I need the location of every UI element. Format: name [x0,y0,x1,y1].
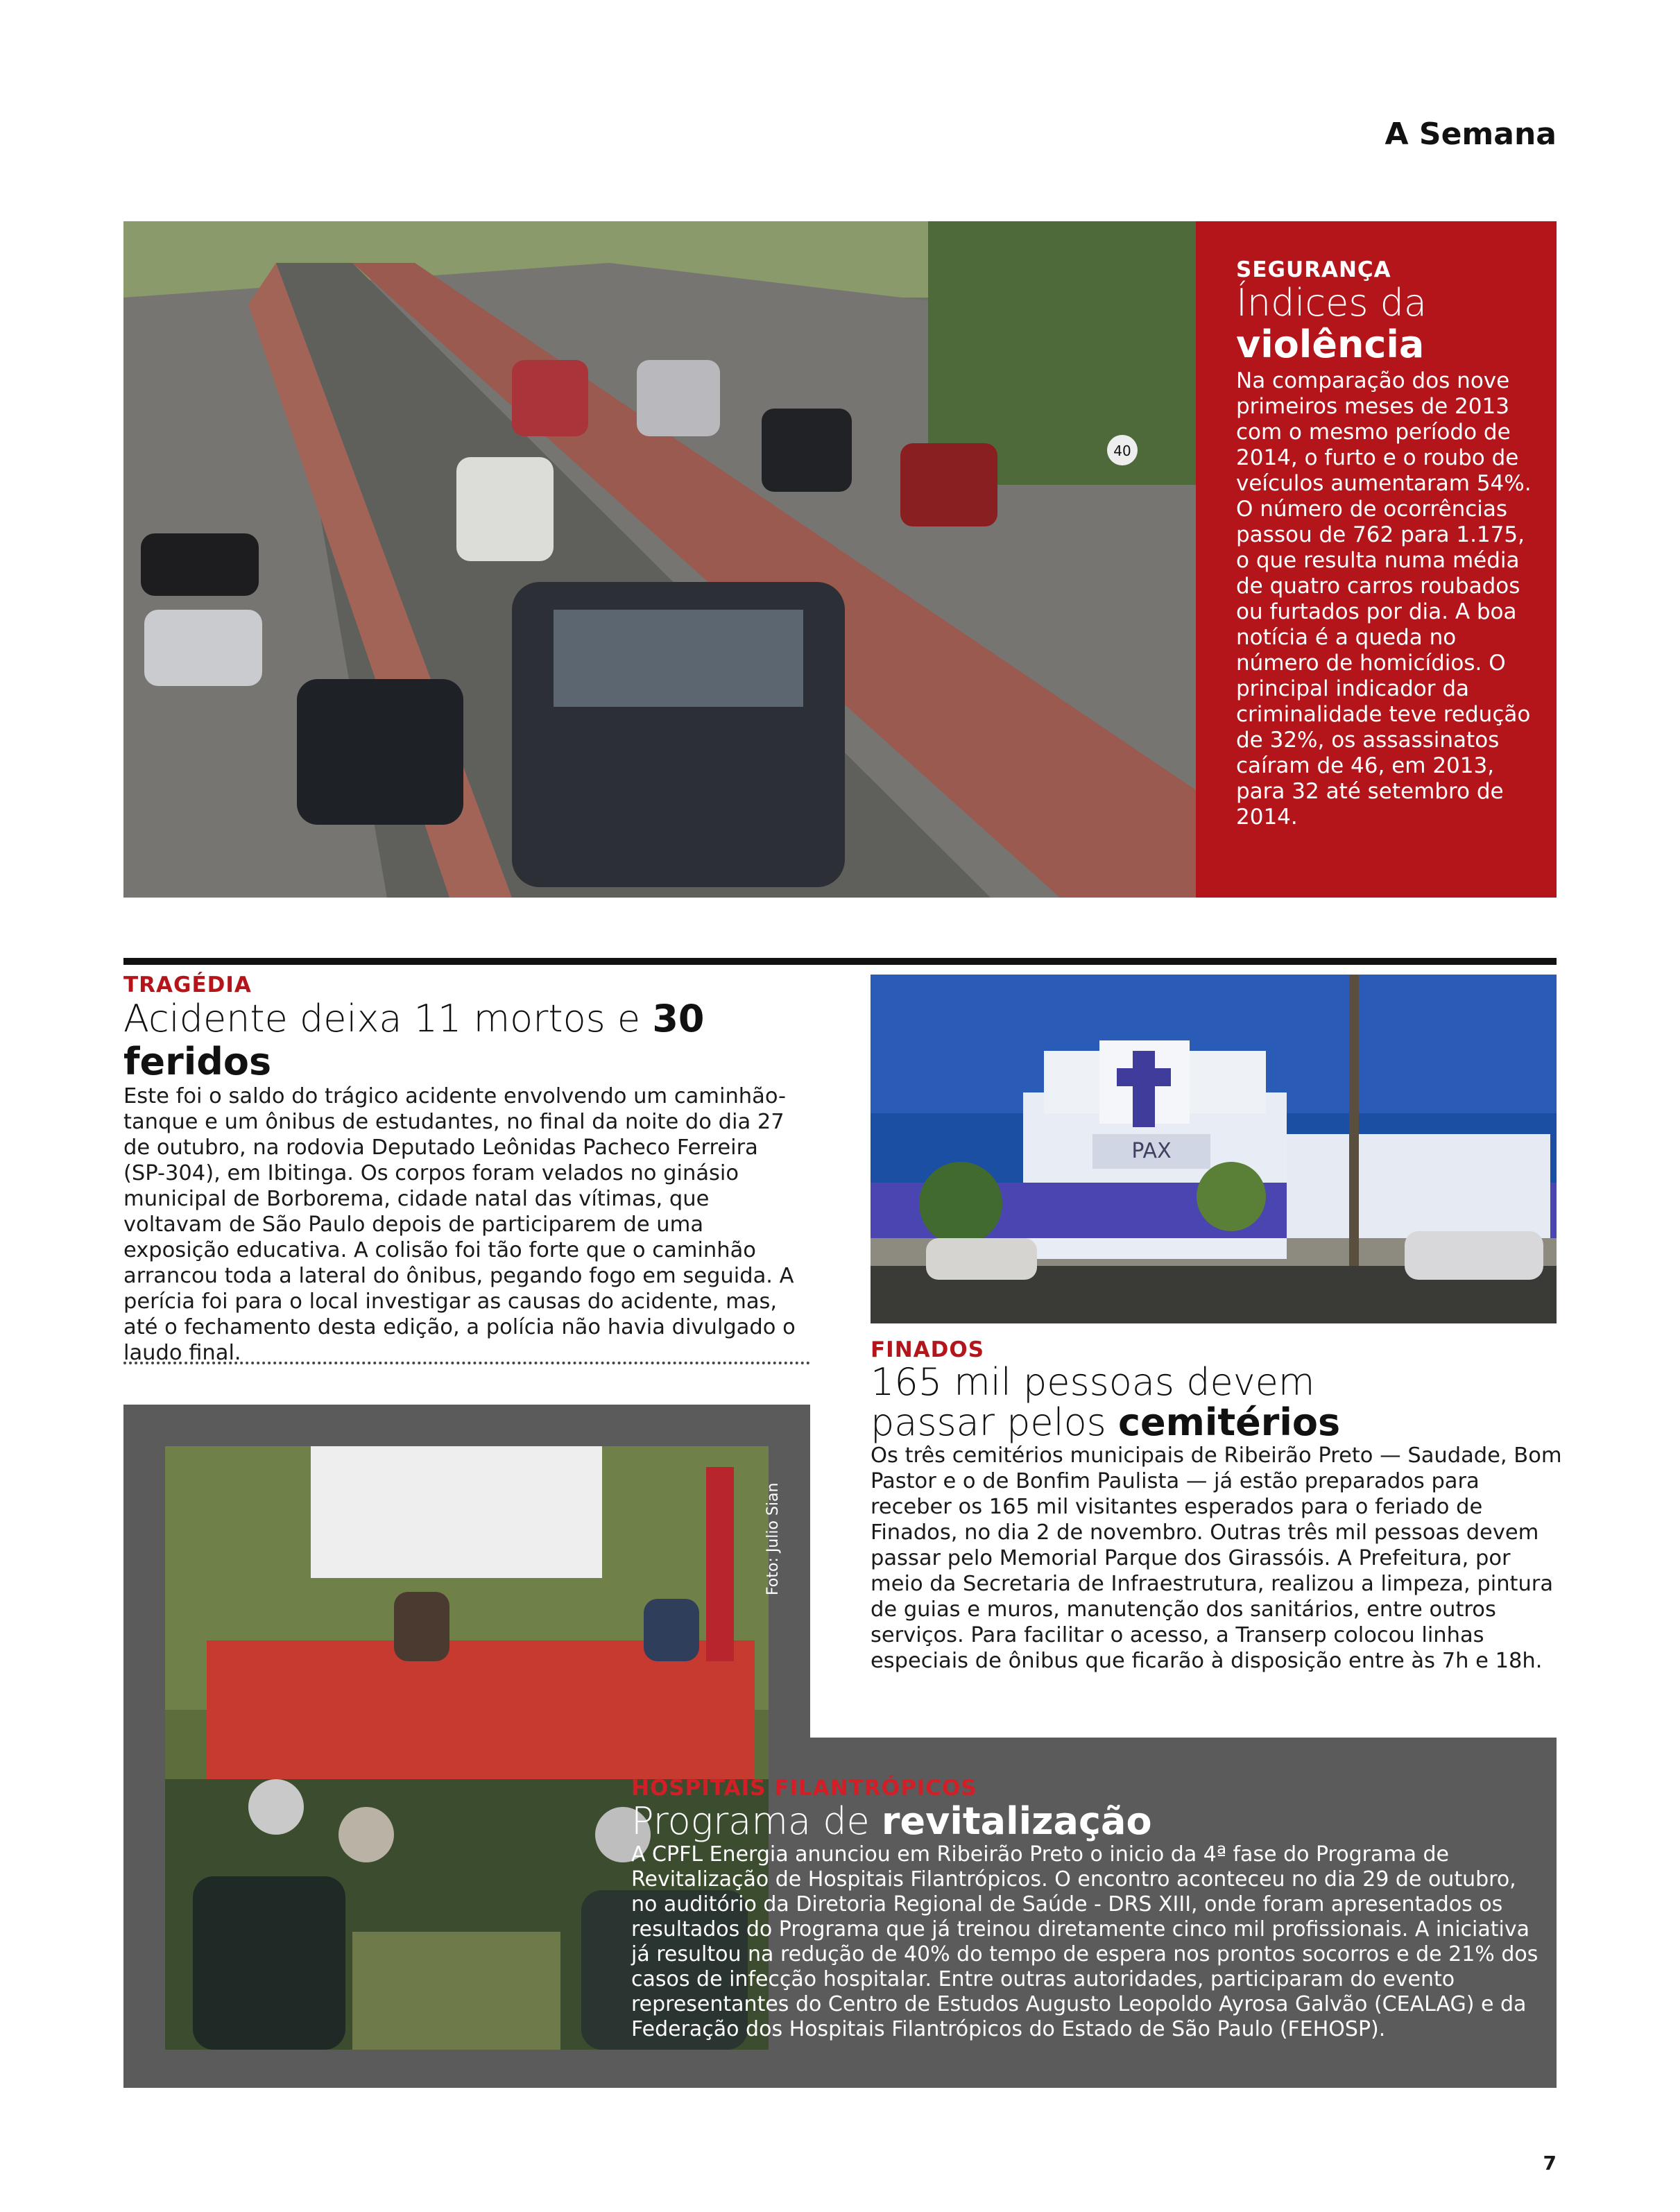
finados-body: Os três cemitérios municipais de Ribeirão Preto — Saudade, Bom Pastor e o de Bonfim Paulista — já estão preparados para receber os 165 mil visitantes esperados para o feriado de Finados, no dia 2 de novembro. Outras três mil pessoas devem passar pelo Memorial Parque dos Girassóis. A Prefeitura, por meio da Secretaria de Infraestrutura, realizou a limpeza, pintura de guias e muros, manutenção dos sanitários, entre outros serviços. Para facilitar o acesso, a Transerp colocou linhas especiais de ônibus que ficarão à disposição entre às 7h e 18h. [871,1443,1562,1673]
tragedia-kicker: TRAGÉDIA [123,972,252,997]
seguranca-panel [1196,221,1557,898]
section-divider [123,958,1557,965]
tragedia-headline-light: Acidente deixa 11 mortos e [123,997,653,1040]
tragedia-headline [123,997,803,1083]
tragedia-headline-bold: 30 feridos [123,997,705,1083]
seguranca-kicker: SEGURANÇA [1236,257,1391,282]
hospitais-headline-bold: revitalização [881,1799,1152,1843]
hospitais-headline-light: Programa de [631,1799,882,1843]
finados-headline-line2 [871,1400,1564,1444]
seguranca-body: Na comparação dos nove primeiros meses de 2013 com o mesmo período de 2014, o furto e o roubo de veículos aumentaram 54%. O número de ocorrências passou de 762 para 1.175, o que resulta numa média de quatro carros roubados ou furtados por dia. A boa notícia é a queda no número de homicídios. O principal indicador da criminalidade teve redução de 32%, os assassinatos caíram de 46, em 2013, para 32 até setembro de 2014. [1236,368,1532,830]
section-title: A Semana [1385,117,1557,152]
hospitais-body: A CPFL Energia anunciou em Ribeirão Preto o inicio da 4ª fase do Programa de Revitalização de Hospitais Filantrópicos. O encontro aconteceu no dia 29 de outubro, no auditório da Diretoria Regional de Saúde - DRS XIII, onde foram apresentados os resultados do Programa que já treinou diretamente cinco mil profissionais. A iniciativa já resultou na redução de 40% do tempo de espera nos prontos socorros e de 21% dos casos de infecção hospitalar. Entre outras autoridades, participaram do evento representantes do Centro de Estudos Augusto Leopoldo Ayrosa Galvão (CEALAG) e da Federação dos Hospitais Filantrópicos do Estado de São Paulo (FEHOSP). [631,1842,1538,2041]
hospitais-article [631,1776,1547,2042]
dotted-separator [123,1362,810,1364]
finados-kicker: FINADOS [871,1337,985,1362]
pax-sign-text: PAX [1131,1139,1172,1163]
finados-headline-line1: 165 mil pessoas devem [871,1360,1315,1404]
hospitais-kicker: HOSPITAIS FILANTRÓPICOS [631,1776,977,1801]
page-number: 7 [1543,2152,1557,2175]
traffic-photo [123,221,1196,898]
speed-sign-text: 40 [1113,443,1131,459]
hospitais-headline [631,1801,1547,1842]
finados-article [871,1337,1564,1674]
finados-headline-bold: cemitérios [1117,1400,1341,1444]
cemetery-photo [871,975,1557,1323]
tragedia-article [123,972,803,1366]
tragedia-body: Este foi o saldo do trágico acidente envolvendo um caminhão-tanque e um ônibus de estudantes, no final da noite do dia 27 de outubro, na rodovia Deputado Leônidas Pacheco Ferreira (SP-304), em Ibitinga. Os corpos foram velados no ginásio municipal de Borborema, cidade natal das vítimas, que voltavam de São Paulo depois de participarem de uma exposição educativa. A colisão foi tão forte que o caminhão arrancou toda a lateral do ônibus, pegando fogo em seguida. A perícia foi para o local investigar as causas do acidente, mas, até o fechamento desta edição, a polícia não havia divulgado o laudo final. [123,1084,796,1365]
finados-headline-light: passar pelos [871,1400,1118,1444]
photo-credit: Foto: Julio Sian [764,1482,782,1595]
seguranca-headline-light: Índices da [1236,281,1428,325]
seguranca-headline-bold: violência [1236,323,1425,366]
